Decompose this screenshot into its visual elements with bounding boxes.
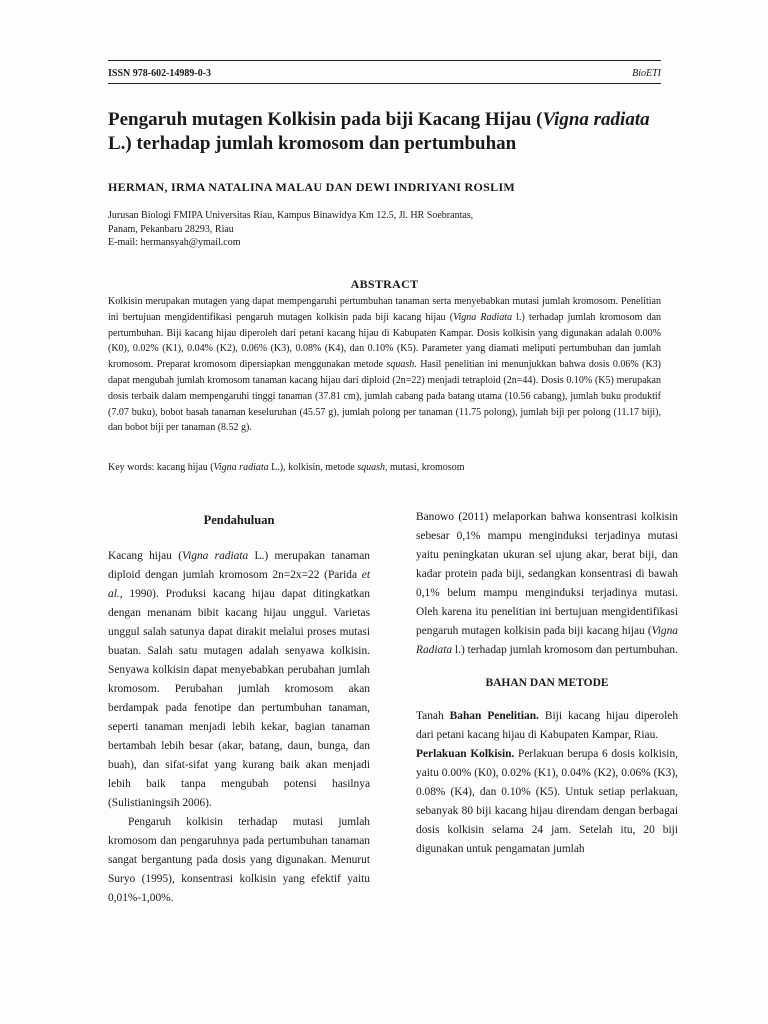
text-run: . Hasil penelitian ini menunjukkan bahwa dosis 0.06% (K3) dapat mengubah jumlah kromosom tanaman kacang hijau dari diploid (2n=22) menjadi tetraploid (2n=44). Dosis 0.10% (K5) merupakan dosis terbaik dalam mempengaruhi tinggi tanaman (37.81 cm), jumlah cabang pada batang utama (10.56 cabang), jumlah buku produktif (7.07 buku), bobot basah tanaman keseluruhan (45.57 g), jumlah polong per tanaman (11.75 polong), jumlah biji per polong (11.17 biji), dan bobot biji per tanaman (8.52 g).	[108, 359, 661, 434]
italic-text: squash,	[357, 462, 388, 473]
text-run: Perlakuan berupa 6 dosis kolkisin, yaitu 0.00% (K0), 0.02% (K1), 0.04% (K2), 0.06% (K3), 0.08% (K4), dan 0.10% (K5). Untuk setiap perlakuan, sebanyak 80 biji kacang hijau direndam dengan berbagai dosis kolkisin selama 24 jam. Setelah itu, 20 biji digunakan untuk pengamatan jumlah	[416, 748, 678, 855]
affiliation-line: Panam, Pekanbaru 28293, Riau	[108, 223, 234, 235]
text-run: Kolkisin merupakan mutagen yang dapat mempengaruhi pertumbuhan tanaman serta menyebabkan mutasi jumlah kromosom. Penelitian ini bertujuan mengidentifikasi pengaruh mutagen kolkisin pada biji kacang hijau (	[108, 296, 661, 323]
italic-text: Vigna radiata	[542, 109, 650, 130]
italic-text: Vigna Radiata	[453, 311, 513, 323]
body-paragraph	[416, 745, 678, 859]
abstract-text	[108, 294, 661, 436]
issn-number: ISSN 978-602-14989-0-3	[108, 68, 212, 79]
affiliation-block	[108, 209, 668, 250]
text-run: Pengaruh kolkisin terhadap mutasi jumlah kromosom dan pengaruhnya pada pertumbuhan tanaman sangat bergantung pada dosis yang digunakan. Menurut Suryo (1995), konsentrasi kolkisin yang efektif yaitu 0,01%-1,00%.	[108, 816, 370, 904]
author-email: E-mail: hermansyah@ymail.com	[108, 237, 241, 248]
text-run: 1990). Produksi kacang hijau dapat ditingkatkan dengan menanam bibit kacang hijau unggul. Varietas unggul salah satunya dapat dirakit melalui proses mutasi buatan. Salah satu mutagen adalah senyawa kolkisin. Senyawa kolkisin dapat menyebabkan perubahan jumlah kromosom. Perubahan jumlah kromosom akan berdampak pada fenotipe dan pertumbuhan tanaman, seperti tanaman menjadi lebih kekar, bagian tanaman bertambah lebih besar (akar, batang, daun, bunga, dan buah), dan sifat-sifat yang kurang baik akan menjadi lebih baik tanpa mengubah potensi hasilnya (Sulistianingsih 2006).	[108, 588, 370, 809]
text-run: L.), kolkisin, metode	[268, 462, 358, 473]
italic-text: squash	[386, 359, 415, 371]
abstract-heading: ABSTRACT	[350, 277, 419, 291]
section-heading-pendahuluan: Pendahuluan	[203, 513, 275, 527]
paper-title	[108, 108, 668, 156]
body-paragraph	[108, 547, 370, 813]
affiliation-line: Jurusan Biologi FMIPA Universitas Riau, Kampus Binawidya Km 12.5, Jl. HR Soebrantas,	[108, 210, 474, 221]
italic-text: et al.,	[108, 569, 370, 600]
bold-text: Perlakuan Kolkisin.	[416, 748, 515, 760]
text-run: Banowo (2011) melaporkan bahwa konsentrasi kolkisin sebesar 0,1% mampu menginduksi terjadinya mutasi yaitu peningkatan ukuran sel ujung akar, berat biji, dan kadar protein pada biji, sedangkan konsentrasi di bawah 0,1% belum mampu menginduksi terjadinya mutasi. Oleh karena itu penelitian ini bertujuan mengidentifikasi pengaruh mutagen kolkisin pada biji kacang hijau (	[416, 511, 678, 637]
text-run: L.) merupakan tanaman diploid dengan jumlah kromosom 2n=2x=22 (Parida	[108, 550, 370, 581]
text-run: mutasi, kromosom	[387, 462, 465, 473]
text-run: Tanah	[416, 710, 450, 722]
text-run: L.) terhadap jumlah kromosom dan pertumbuhan	[108, 133, 517, 154]
text-run: Key words: kacang hijau (	[108, 462, 214, 473]
body-paragraph	[416, 707, 678, 745]
author-list: HERMAN, IRMA NATALINA MALAU DAN DEWI INDRIYANI ROSLIM	[108, 180, 516, 194]
right-column	[416, 508, 678, 859]
text-run: l.) terhadap jumlah kromosom dan pertumbuhan. Biji kacang hijau diperoleh dari petani kacang hijau di Kabupaten Kampar. Dosis kolkisin yang digunakan adalah 0.00% (K0), 0.02% (K1), 0.04% (K2), 0.06% (K3), 0.08% (K4), dan 0.10% (K5). Parameter yang diamati meliputi pertumbuhan dan jumlah kromosom. Preparat kromosom dipersiapkan menggunakan metode	[108, 311, 662, 371]
text-run: Pengaruh mutagen Kolkisin pada biji Kacang Hijau (	[108, 109, 543, 130]
italic-text: Vigna radiata	[213, 462, 269, 473]
italic-text: Vigna radiata	[182, 550, 249, 562]
text-run: Kacang hijau (	[108, 550, 182, 562]
italic-text: Vigna Radiata	[416, 625, 678, 656]
left-column	[108, 508, 370, 908]
running-header	[108, 60, 661, 83]
section-heading-bahan-dan-metode: BAHAN DAN METODE	[485, 677, 609, 689]
body-paragraph	[108, 813, 370, 908]
keywords	[108, 461, 661, 475]
text-run: Biji kacang hijau diperoleh dari petani kacang hijau di Kabupaten Kampar, Riau.	[416, 710, 679, 741]
bold-text: Bahan Penelitian.	[449, 710, 539, 722]
header-divider	[108, 83, 661, 84]
body-paragraph	[416, 508, 678, 660]
journal-name: BioETI	[632, 68, 661, 79]
text-run: l.) terhadap jumlah kromosom dan pertumbuhan.	[452, 644, 678, 656]
